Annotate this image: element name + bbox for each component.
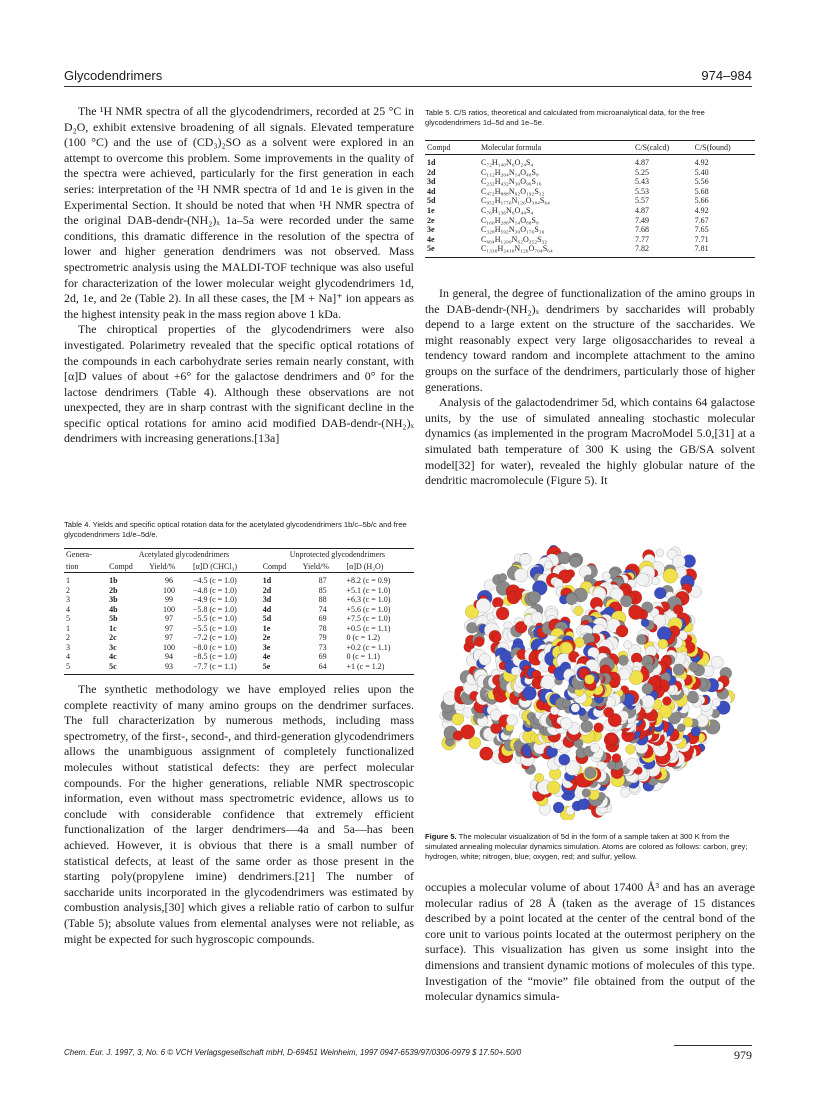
table5-cell: C₁₁₂H₂₀₄N₁₄O₄₈S₈ bbox=[481, 167, 539, 177]
table4-cell: 2b bbox=[109, 585, 118, 595]
table5-col-header: Compd bbox=[425, 141, 479, 155]
table4-cell: 87 bbox=[318, 576, 327, 585]
table4-cell: −4.8 (c = 1.0) bbox=[192, 585, 237, 595]
table4-cell: 2d bbox=[262, 585, 272, 595]
table4 bbox=[64, 548, 414, 675]
atom-sphere bbox=[636, 573, 649, 586]
table5-cell: 4d bbox=[427, 186, 436, 196]
table4-group-acetylated: Acetylated glycodendrimers bbox=[107, 549, 261, 561]
table4-cell: 100 bbox=[163, 585, 176, 595]
table5-cell: C₇₂H₁₄₀N₆O₂₄S₄ bbox=[481, 158, 534, 167]
table4-cell: 2e bbox=[262, 633, 271, 642]
table4-row bbox=[64, 605, 414, 615]
atom-sphere bbox=[636, 634, 646, 644]
table4-cell: 3 bbox=[66, 642, 70, 652]
table4-row bbox=[64, 595, 414, 605]
table4-cell: 1d bbox=[262, 576, 272, 585]
table5-cell: 7.77 bbox=[635, 234, 649, 244]
table5-cell: 2d bbox=[427, 167, 436, 177]
table5-row bbox=[425, 196, 755, 206]
table5-cell: 4.87 bbox=[635, 158, 649, 167]
table4-cell: 4b bbox=[109, 604, 118, 614]
table4-cell: 78 bbox=[318, 623, 327, 633]
atom-sphere bbox=[461, 725, 475, 739]
table5-cell: 5e bbox=[425, 244, 479, 257]
table4-row bbox=[64, 643, 414, 653]
table4-row bbox=[64, 614, 414, 624]
table4-cell: 79 bbox=[318, 633, 327, 642]
table4-cell: 2 bbox=[66, 633, 70, 642]
table4-cell: 5d bbox=[262, 614, 272, 623]
atom-sphere bbox=[560, 718, 572, 730]
right-column-bottom bbox=[425, 880, 755, 1005]
table5-cell: C₆₆₄H₁₂₀₀N₆₂O₃₅₂S₃₂ bbox=[481, 234, 548, 244]
table4-cell: 97 bbox=[165, 633, 174, 642]
table4-cell: −7.2 (c = 1.0) bbox=[192, 633, 237, 642]
atom-sphere bbox=[506, 715, 517, 726]
atom-sphere bbox=[616, 625, 628, 637]
table5-row bbox=[425, 235, 755, 245]
atom-sphere bbox=[656, 549, 664, 557]
table4-cell: 3e bbox=[262, 642, 271, 652]
atom-sphere bbox=[626, 758, 639, 771]
atom-sphere bbox=[658, 639, 668, 649]
table4-cell: 4 bbox=[66, 652, 70, 661]
atom-sphere bbox=[574, 606, 584, 616]
atom-sphere bbox=[654, 587, 666, 599]
atom-sphere bbox=[641, 619, 649, 627]
atom-sphere bbox=[602, 572, 611, 581]
table4-cell: 69 bbox=[318, 614, 327, 623]
atom-sphere bbox=[673, 664, 685, 676]
table4-cell: 93 bbox=[147, 662, 191, 675]
table5-cell: 2e bbox=[427, 215, 435, 225]
table4-row bbox=[64, 586, 414, 596]
table5-cell: C₂₃₂H₄₃₂N₃₀O₉₆S₁₆ bbox=[481, 177, 542, 187]
atom-sphere bbox=[581, 720, 593, 732]
table4-cell: 0 (c = 1.2) bbox=[346, 633, 380, 642]
table4-col-header: [α]D (CHCl₃) bbox=[191, 561, 261, 573]
table5-cell: 4.87 bbox=[635, 205, 649, 215]
table4-group-unprotected: Unprotected glycodendrimers bbox=[261, 549, 414, 561]
table5-cell: 7.71 bbox=[694, 234, 709, 244]
table5-row bbox=[425, 155, 755, 168]
figure5-caption bbox=[425, 832, 755, 862]
atom-sphere bbox=[559, 754, 570, 765]
table4-cell: −5.5 (c = 1.0) bbox=[192, 614, 237, 623]
table4-row bbox=[64, 662, 414, 675]
table5-col-header: C/S(found) bbox=[693, 141, 755, 155]
table4-cell: 85 bbox=[318, 585, 327, 595]
atom-sphere bbox=[629, 605, 643, 619]
table5-cell: 5.43 bbox=[635, 177, 649, 187]
table4-row bbox=[64, 573, 414, 586]
table5-cell: 3e bbox=[427, 225, 435, 235]
header-rule bbox=[64, 86, 752, 87]
table5-cell: 7.68 bbox=[635, 225, 649, 235]
atom-sphere bbox=[672, 555, 685, 568]
table5-col-header: Molecular formula bbox=[479, 141, 633, 155]
paragraph-nmr: The ¹H NMR spectra of all the glycodendrimers, recorded at 25 °C in D₂O, exhibit extensive broadening of all signals. Elevated temperature (100 °C) and the use of (CD₃)₂SO as a solvent were explored in an attempt to overcome this problem. Some improvements in the quality of the spectra were achieved, particularly for the first generation in each series: interpretation of the ¹H NMR spectra of 1d and 1e is given in the Experimental Section. It should be noted that when ¹H NMR spectra of the original DAB-dendr-(NH₂)ₓ 1a–5a were recorded under the same conditions, this dramatic difference in the resolution of the spectra of lower and higher generation dendrimers was not observed. Mass spectrometric analysis using the MALDI-TOF technique was also useful for characterization of the lower molecular weight glycodendrimers 1d, 2d, 1e, and 2e (Table 2). In all these cases, the [M + Na]⁺ ion appears as the highest intensity peak in the mass region above 1 kDa. bbox=[64, 104, 414, 321]
atom-sphere bbox=[547, 781, 560, 794]
atom-sphere bbox=[492, 633, 501, 642]
table4-cell: 5 bbox=[64, 662, 107, 675]
table5-cell: 4.92 bbox=[694, 158, 709, 167]
atom-sphere bbox=[528, 591, 541, 604]
table4-cell: 3b bbox=[109, 595, 118, 604]
atom-sphere bbox=[691, 727, 701, 737]
table5-cell: C₉₅₂H₁₇₇₆N₁₂₆O₃₈₄S₆₄ bbox=[481, 196, 550, 206]
table4-cell: 97 bbox=[165, 623, 174, 633]
table4-caption: Table 4. Yields and specific optical rotation data for the acetylated glycodendrimers 1b/c–5b/c and free glycodendrimers 1d/e–5d/e. bbox=[64, 520, 407, 539]
left-column-bottom bbox=[64, 682, 414, 947]
table4-cell: 64 bbox=[301, 662, 345, 675]
table4-cell: 2 bbox=[66, 585, 70, 595]
table5-cell: 5.66 bbox=[694, 196, 709, 206]
table4-col-header: [α]D (H₂O) bbox=[344, 561, 414, 573]
table5-cell: 5.56 bbox=[694, 177, 709, 187]
table4-cell: 100 bbox=[163, 604, 176, 614]
table4-cell: 2c bbox=[109, 633, 117, 642]
table4-col-header: Compd bbox=[107, 561, 147, 573]
table4-cell: −8.5 (c = 1.0) bbox=[192, 652, 237, 661]
table4-cell: 5c bbox=[107, 662, 147, 675]
table4-cell: 5b bbox=[109, 614, 118, 623]
table4-row bbox=[64, 633, 414, 643]
table4-cell: +0.2 (c = 1.1) bbox=[346, 642, 391, 652]
footer-rule bbox=[674, 1045, 752, 1046]
table5-row bbox=[425, 216, 755, 226]
atom-sphere bbox=[621, 788, 631, 798]
atom-sphere bbox=[469, 737, 481, 749]
table4-row bbox=[64, 624, 414, 634]
atom-sphere bbox=[612, 754, 621, 763]
header-page-range: 974–984 bbox=[701, 68, 752, 83]
atom-sphere bbox=[553, 802, 564, 813]
table5-row bbox=[425, 225, 755, 235]
table5-cell: 7.82 bbox=[633, 244, 693, 257]
paragraph-chiroptical: The chiroptical properties of the glycodendrimers were also investigated. Polarimetry revealed that the specific optical rotations of the compounds in each carbohydrate series remain nearly constant, with [α]D values of about +6° for the galactose dendrimers and 0° for the lactose dendrimers (Table 4). Although these observations are not unexpected, they are in sharp contrast with the significant decline in the specific optical rotations for amino acid modified DAB-dendr-(NH₂)ₓ dendrimers with increasing generations.[13a] bbox=[64, 322, 414, 446]
table5-cell: 3d bbox=[427, 177, 436, 187]
table5-cell: C₁₆₀H₂₈₈N₁₄O₈₈S₈ bbox=[481, 215, 539, 225]
atom-sphere bbox=[618, 655, 628, 665]
table4-cell: 3d bbox=[262, 595, 272, 604]
table4-cell: +6.3 (c = 1.0) bbox=[346, 595, 391, 604]
atom-sphere bbox=[452, 713, 464, 725]
table5-cell: 5.57 bbox=[635, 196, 649, 206]
atom-sphere bbox=[594, 723, 604, 733]
atom-sphere bbox=[582, 789, 591, 798]
atom-sphere bbox=[585, 675, 595, 685]
table4-cell: 74 bbox=[318, 604, 327, 614]
table5-col-header: C/S(calcd) bbox=[633, 141, 693, 155]
atom-sphere bbox=[566, 593, 578, 605]
table4-cell: 69 bbox=[318, 652, 327, 661]
table5-cell: C₄₇₂H₈₈₈N₆₂O₁₉₂S₃₂ bbox=[481, 186, 545, 196]
table4-cell: −7.7 (c = 1.1) bbox=[191, 662, 261, 675]
table4-cell: 99 bbox=[165, 595, 174, 604]
table4-cell: +0.5 (c = 1.1) bbox=[346, 623, 391, 633]
table4-cell: +5.1 (c = 1.0) bbox=[346, 585, 391, 595]
atom-sphere bbox=[496, 607, 509, 620]
left-column-top bbox=[64, 104, 414, 447]
table4-gen-label: Genera- bbox=[64, 549, 107, 561]
atom-sphere bbox=[514, 569, 528, 583]
atom-sphere bbox=[541, 675, 556, 690]
atom-sphere bbox=[531, 612, 543, 624]
table5-cell: C₇₆H₁₃₆N₆O₄₄S₄ bbox=[481, 205, 534, 215]
table5-row bbox=[425, 206, 755, 216]
figure5-molecule-visualization bbox=[438, 540, 738, 820]
table4-cell: 5e bbox=[261, 662, 301, 675]
table5-row bbox=[425, 244, 755, 257]
atom-sphere bbox=[620, 595, 632, 607]
table5-cell: C₁₃₃₆H₂₄₁₆N₁₂₆O₇₀₄S₆₄ bbox=[479, 244, 633, 257]
right-column-mid bbox=[425, 286, 755, 489]
table5-cell: 7.49 bbox=[635, 215, 649, 225]
table4-cell: 94 bbox=[165, 652, 174, 661]
atom-sphere bbox=[522, 686, 536, 700]
table5-cell: 5.53 bbox=[635, 186, 649, 196]
table4-cell: 1e bbox=[262, 623, 271, 633]
atom-sphere bbox=[511, 667, 520, 676]
table4-body bbox=[64, 573, 414, 675]
table5-cell: 4.92 bbox=[694, 205, 709, 215]
table4-cell: −4.9 (c = 1.0) bbox=[192, 595, 237, 604]
atom-sphere bbox=[590, 743, 599, 752]
atom-sphere bbox=[712, 698, 720, 706]
atom-sphere bbox=[559, 552, 571, 564]
figure5-caption-text: The molecular visualization of 5d in the form of a sample taken at 300 K from the simulated annealing molecular dynamics simulation. Atoms are colored as follows: carbon, grey; hydrogen, white; nitrogen, blue; oxygen, red; and sulfur, yellow. bbox=[425, 832, 748, 861]
atom-sphere bbox=[519, 554, 531, 566]
table5-cell: 5.25 bbox=[635, 167, 649, 177]
paragraph-functionalization: In general, the degree of functionalization of the amino groups in the DAB-dendr-(NH₂)ₓ dendrimers by saccharides will probably depend to a large extent on the structure of the saccharides. We might reasonably expect very large oligosaccharides to reveal a tendency toward random and incomplete attachment to the amino groups on the surface of the dendrimers, particularly those of higher generations. bbox=[425, 286, 755, 394]
table5-cell: 7.81 bbox=[693, 244, 755, 257]
table4-cell: +7.5 (c = 1.0) bbox=[346, 614, 391, 623]
header-section-title: Glycodendrimers bbox=[64, 68, 163, 83]
atom-sphere bbox=[677, 724, 685, 732]
table4-col-header: Compd bbox=[261, 561, 301, 573]
table4-cell: 1 bbox=[66, 576, 70, 585]
table4-cell: 73 bbox=[318, 642, 327, 652]
table4-cell: 3c bbox=[109, 642, 117, 652]
table4-gen-label-2: tion bbox=[64, 561, 107, 573]
table5-row bbox=[425, 168, 755, 178]
atom-sphere bbox=[626, 744, 636, 754]
atom-sphere bbox=[585, 767, 597, 779]
table4-cell: −8.0 (c = 1.0) bbox=[192, 642, 237, 652]
atom-sphere bbox=[479, 653, 491, 665]
table4-cell: +8.2 (c = 0.9) bbox=[346, 576, 391, 585]
table5-cell: 7.67 bbox=[694, 215, 709, 225]
table4-cell: 4e bbox=[262, 652, 271, 661]
table5-cell: 7.65 bbox=[694, 225, 709, 235]
atom-sphere bbox=[535, 773, 544, 782]
table5-cell: C₃₂₈H₅₉₂N₃₀O₁₇₆S₁₆ bbox=[481, 225, 545, 235]
atom-sphere bbox=[624, 641, 632, 649]
atom-sphere bbox=[463, 708, 473, 718]
table4-cell: 4d bbox=[262, 604, 272, 614]
table5-body bbox=[425, 155, 755, 258]
table4-cell: 3 bbox=[66, 595, 70, 604]
table5-cell: 5.40 bbox=[694, 167, 709, 177]
table4-cell: 0 (c = 1.1) bbox=[346, 652, 380, 661]
atom-sphere bbox=[663, 568, 678, 583]
atom-sphere bbox=[474, 637, 484, 647]
table4-cell: 5 bbox=[66, 614, 70, 623]
figure5-atoms bbox=[440, 545, 735, 820]
table5-cell: 5d bbox=[427, 196, 436, 206]
table4-cell: 4c bbox=[109, 652, 117, 661]
table5-cell: 5.68 bbox=[694, 186, 709, 196]
table5-cell: 4e bbox=[427, 234, 435, 244]
table4-cell: 1c bbox=[109, 623, 117, 633]
table4-cell: 88 bbox=[318, 595, 327, 604]
table4-col-header: Yield/% bbox=[147, 561, 191, 573]
atom-sphere bbox=[571, 704, 580, 713]
table4-row bbox=[64, 652, 414, 662]
atom-sphere bbox=[642, 683, 653, 694]
table5-cell: 1d bbox=[427, 158, 436, 167]
table4-cell: 1b bbox=[109, 576, 118, 585]
paragraph-molecular-volume: occupies a molecular volume of about 17400 Å³ and has an average molecular radius of 28 Å (taken as the average of 15 distances described by a point located at the center of the central bond of the core unit to various points located at the outermost periphery on the surface). This visualization has given us some insight into the dimensions and transient dynamic motions of molecules of this type. Investigation of the “movie” file obtained from the output of the molecular dynamics simula- bbox=[425, 880, 755, 1004]
table5-row bbox=[425, 177, 755, 187]
atom-sphere bbox=[476, 598, 491, 613]
table4-cell: −5.8 (c = 1.0) bbox=[192, 604, 237, 614]
page-number: 979 bbox=[734, 1048, 752, 1062]
table4-cell: 100 bbox=[163, 642, 176, 652]
footer-citation: Chem. Eur. J. 1997, 3, No. 6 © VCH Verlagsgesellschaft mbH, D-69451 Weinheim, 1997 0947-6539/97/0306-0979 $ 17.50+.50/0 bbox=[64, 1048, 522, 1057]
table5-row bbox=[425, 187, 755, 197]
table4-cell: 1 bbox=[66, 623, 70, 633]
paragraph-analysis: Analysis of the galactodendrimer 5d, which contains 64 galactose units, by the use of simulated annealing stochastic molecular dynamics (as implemented in the program MacroModel 5.0,[31] at a simulated bath temperature of 300 K using the GB/SA solvent model[32] for water), revealed the highly globular nature of the dendritic macromolecule (Figure 5). It bbox=[425, 395, 755, 488]
page-footer bbox=[64, 1048, 752, 1064]
table4-cell: 96 bbox=[165, 576, 174, 585]
paragraph-methodology: The synthetic methodology we have employed relies upon the complete reactivity of many amino groups on the dendrimer surfaces. The full characterization by numerous methods, including mass spectrometry, of the first-, second-, and third-generation glycodendrimers allows the unambiguous assignment of completely functionalized molecules without statistical defects: they are perfect molecular compounds. For the higher generations, reliable NMR spectroscopic information, even without mass spectrometric evidence, allows us to conclude with considerable confidence that extremely efficient functionalization of the larger dendrimers—4a and 5a—has been achieved. However, it is obvious that there is a small number of statistical defects, at least of the same order as those present in the starting poly(propylene imine) dendrimers.[21] The number of saccharide units incorporated in the glycodendrimers was estimated by combustion analysis,[30] which gives a reliable ratio of carbon to sulfur (Table 5); absolute values from elemental analyses were not reliable, as might be expected for such hygroscopic compounds. bbox=[64, 682, 414, 946]
table5 bbox=[425, 140, 755, 258]
running-header bbox=[64, 68, 752, 86]
atom-sphere bbox=[578, 798, 590, 810]
table4-cell: 4 bbox=[66, 604, 70, 614]
table4-cell: 97 bbox=[165, 614, 174, 623]
table4-cell: −4.5 (c = 1.0) bbox=[192, 576, 237, 585]
atom-sphere bbox=[607, 734, 618, 745]
atom-sphere bbox=[604, 707, 614, 717]
atom-sphere bbox=[499, 573, 507, 581]
figure5-caption-label: Figure 5. bbox=[425, 832, 457, 841]
atom-sphere bbox=[480, 747, 493, 760]
table4-cell: +5.6 (c = 1.0) bbox=[346, 604, 391, 614]
table4-cell: −5.5 (c = 1.0) bbox=[192, 623, 237, 633]
atom-sphere bbox=[570, 556, 582, 568]
table5-caption: Table 5. C/S ratios, theoretical and calculated from microanalytical data, for the free glycodendrimers 1d–5d and 1e–5e. bbox=[425, 108, 705, 127]
table4-col-header: Yield/% bbox=[301, 561, 345, 573]
atom-sphere bbox=[711, 656, 723, 668]
table5-cell: 1e bbox=[427, 205, 435, 215]
table4-cell: +1 (c = 1.2) bbox=[344, 662, 414, 675]
atom-sphere bbox=[662, 697, 671, 706]
